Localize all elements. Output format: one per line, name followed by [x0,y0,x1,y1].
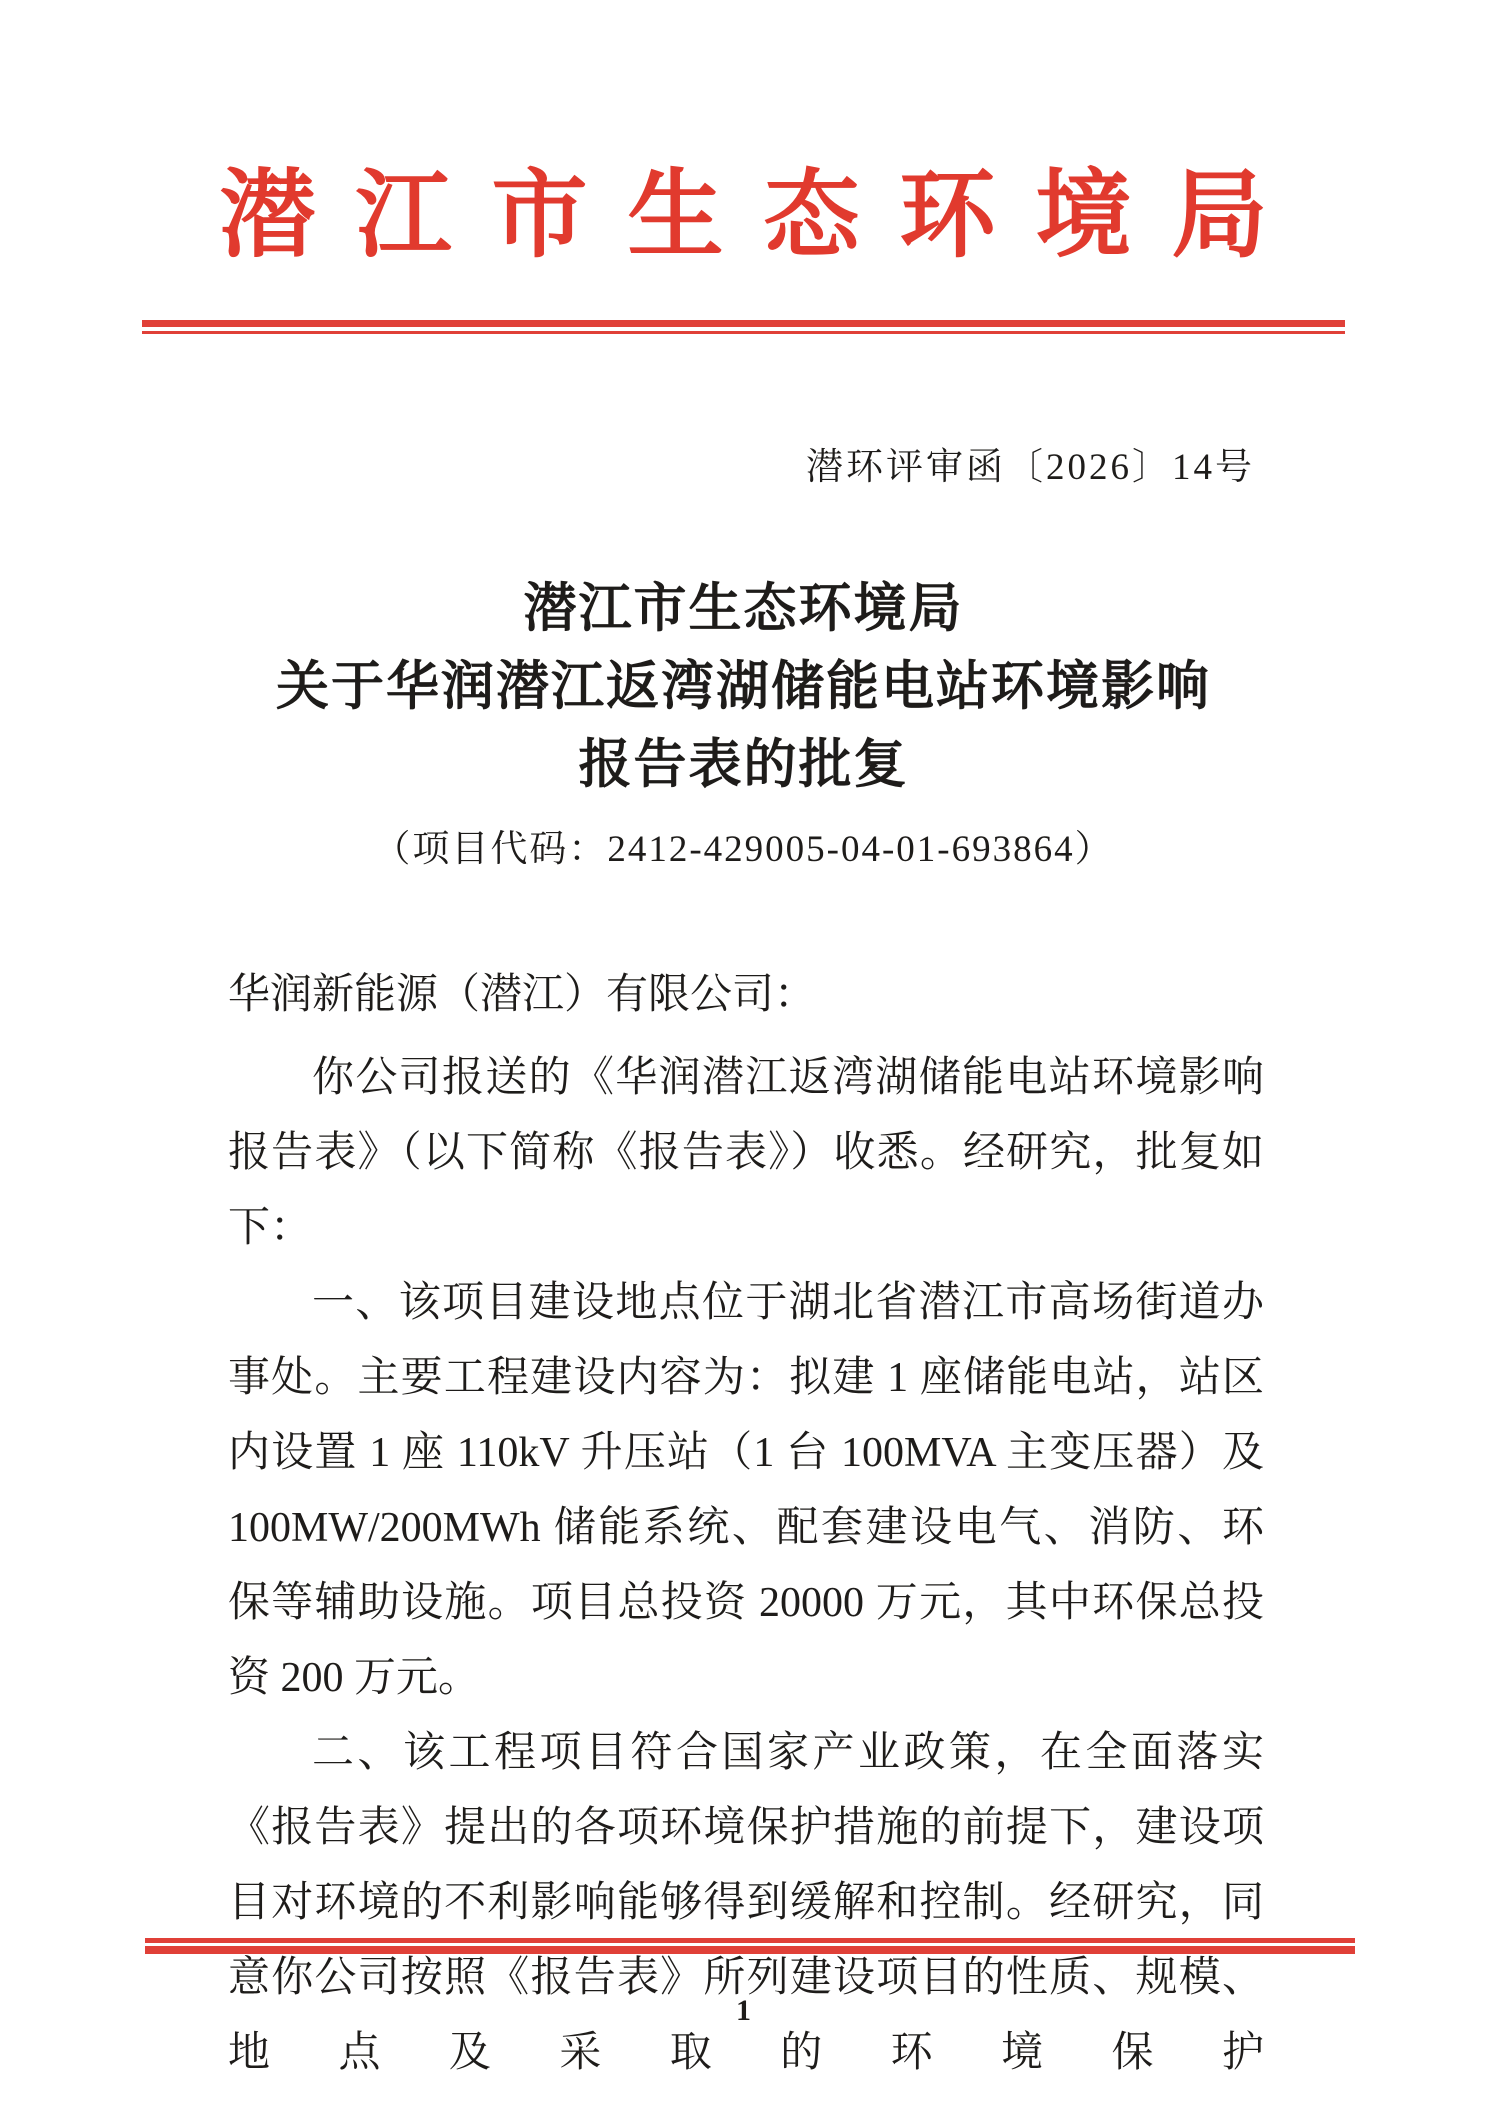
body-paragraph-3: 二、该工程项目符合国家产业政策，在全面落实《报告表》提出的各项环境保护措施的前提下，建设项目对环境的不利影响能够得到缓解和控制。经研究，同意你公司按照《报告表》所列建设项目的性质、规模、地点及采取的环境保护 [228,1730,1264,2076]
rule-thick-line [145,1946,1355,1954]
page-number: 1 [736,1994,751,2027]
document-reference-number: 潜环评审函〔2026〕14号 [806,447,1255,488]
rule-thick-line [142,320,1345,327]
body-paragraph-1: 你公司报送的《华润潜江返湾湖储能电站环境影响报告表》（以下简称《报告表》）收悉。经研究，批复如下： [228,1055,1264,1251]
rule-thin-line [142,331,1345,334]
letterhead-double-rule [142,320,1345,334]
body-paragraph-2: 一、该项目建设地点位于湖北省潜江市高场街道办事处。主要工程建设内容为：拟建 1 座储能电站，站区内设置 1 座 110kV 升压站（1 台 100MVA 主变压器）及 100MW/200MWh 储能系统、配套建设电气、消防、环保等辅助设施。项目总投资 20000 万元，其中环保总投资 200 万元。 [228,1280,1264,1701]
title-line-2: 关于华润潜江返湾湖储能电站环境影响 [276,658,1211,716]
title-line-1: 潜江市生态环境局 [523,580,964,638]
footer-double-rule [145,1938,1355,1954]
agency-letterhead: 潜江市生态环境局 [219,162,1308,269]
project-code: （项目代码：2412-429005-04-01-693864） [373,829,1114,870]
title-line-3: 报告表的批复 [578,736,909,794]
addressee: 华润新能源（潜江）有限公司： [228,972,817,1018]
letter-body [228,958,1264,2091]
document-title [0,570,1487,804]
